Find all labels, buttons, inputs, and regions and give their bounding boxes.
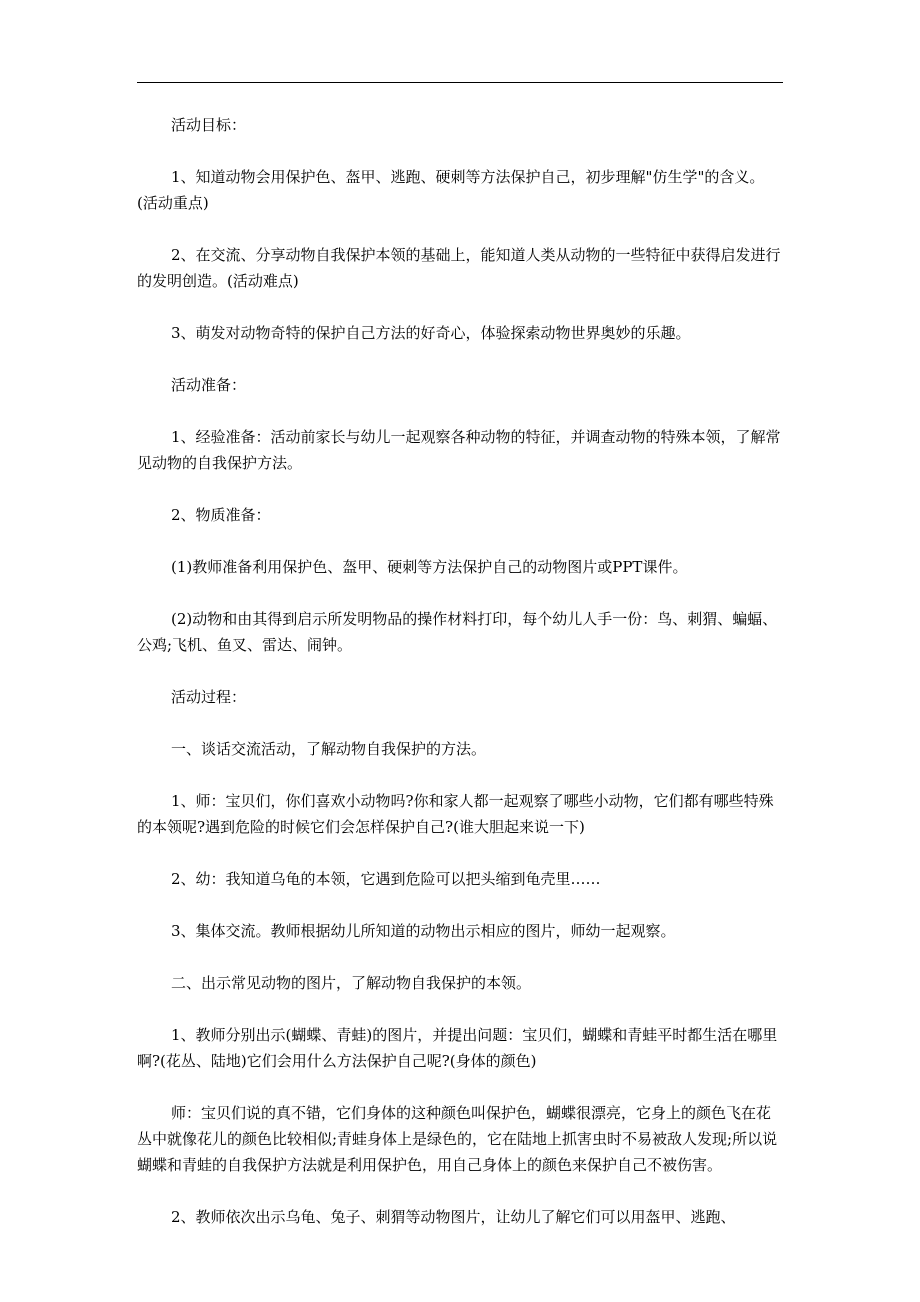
teacher-explanation: 师：宝贝们说的真不错，它们身体的这种颜色叫保护色，蝴蝶很漂亮，它身上的颜色飞在花丛中就像花儿的颜色比较相似;青蛙身体上是绿色的，它在陆地上抓害虫时不易被敌人发现;所以说蝴蝶和青蛙的自我保护方法就是利用保护色，用自己身体上的颜色来保护自己不被伤害。	[137, 1104, 778, 1174]
process-item-2-1: 1、教师分别出示(蝴蝶、青蛙)的图片，并提出问题：宝贝们，蝴蝶和青蛙平时都生活在哪里啊?(花丛、陆地)它们会用什么方法保护自己呢?(身体的颜色)	[137, 1026, 778, 1070]
prep-item-1: 1、经验准备：活动前家长与幼儿一起观察各种动物的特征，并调查动物的特殊本领，了解常见动物的自我保护方法。	[137, 428, 781, 472]
goal-item-3: 3、萌发对动物奇特的保护自己方法的好奇心，体验探索动物世界奥妙的乐趣。	[171, 324, 691, 342]
process-item-1-3: 3、集体交流。教师根据幼儿所知道的动物出示相应的图片，师幼一起观察。	[171, 922, 676, 940]
prep-item-2: 2、物质准备：	[171, 506, 271, 524]
header-rule	[137, 82, 783, 83]
goal-item-2: 2、在交流、分享动物自我保护本领的基础上，能知道人类从动物的一些特征中获得启发进行的发明创造。(活动难点)	[137, 246, 781, 290]
prep-subitem-2: (2)动物和由其得到启示所发明物品的操作材料打印，每个幼儿人手一份：鸟、刺猬、蝙蝠、公鸡;飞机、鱼叉、雷达、闹钟。	[137, 610, 778, 654]
heading-activity-process: 活动过程：	[171, 688, 247, 706]
process-item-1-1: 1、师：宝贝们，你们喜欢小动物吗?你和家人都一起观察了哪些小动物，它们都有哪些特殊的本领呢?遇到危险的时候它们会怎样保护自己?(谁大胆起来说一下)	[137, 792, 774, 836]
heading-activity-goals: 活动目标：	[171, 116, 247, 134]
process-item-1-2: 2、幼：我知道乌龟的本领，它遇到危险可以把头缩到龟壳里……	[171, 870, 601, 888]
process-section-2: 二、出示常见动物的图片，了解动物自我保护的本领。	[171, 974, 532, 992]
prep-subitem-1: (1)教师准备利用保护色、盔甲、硬刺等方法保护自己的动物图片或PPT课件。	[171, 558, 688, 576]
process-item-2-2: 2、教师依次出示乌龟、兔子、刺猬等动物图片，让幼儿了解它们可以用盔甲、逃跑、	[171, 1208, 736, 1226]
heading-activity-preparation: 活动准备：	[171, 376, 247, 394]
document-body	[137, 112, 783, 1256]
process-section-1: 一、谈话交流活动，了解动物自我保护的方法。	[171, 740, 487, 758]
goal-item-1: 1、知道动物会用保护色、盔甲、逃跑、硬刺等方法保护自己，初步理解"仿生学"的含义。(活动重点)	[137, 168, 765, 212]
